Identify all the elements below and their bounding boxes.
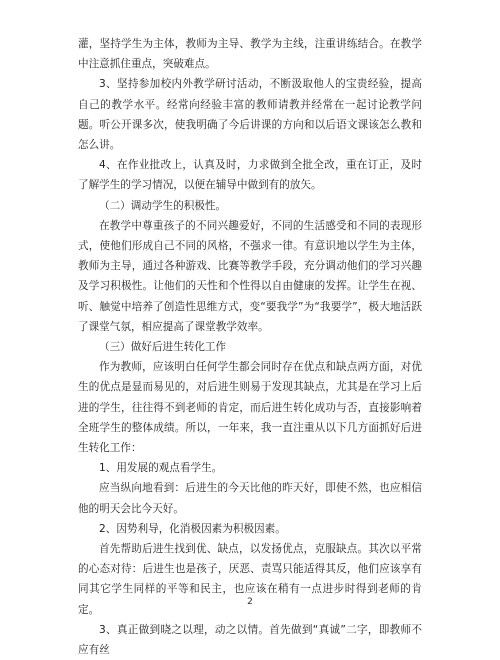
point-1-body: 应当纵向地看到：后进生的今天比他的昨天好，即使不然，也应相信他的明天会比今天好。 — [78, 482, 422, 515]
paragraph-item-4: 4、在作业批改上，认真及时，力求做到全批全改，重在订正，及时了解学生的学习情况，以便在辅导中做到有的放矢。 — [78, 159, 422, 192]
section-heading-2: （二）调动学生的积极性。 — [99, 199, 227, 212]
point-1-heading: 1、用发展的观点看学生。 — [99, 462, 223, 475]
paragraph-weak-students: 作为教师，应该明白任何学生都会同时存在优点和缺点两方面，对优生的优点是显而易见的，对后进生则易于发现其缺点，尤其是在学习上后进的学生，往往得不到老师的肯定，而后进生转化成功与否，直接影响着全班学生的整体成绩。所以，一年来，我一直注重从以下几方面抓好后进生转化工作： — [78, 361, 422, 455]
point-3-heading: 3、真正做到晓之以理，动之以情。首先做到“真诚”二字，即教师不应有丝 — [78, 623, 422, 657]
paragraph-motivation: 在教学中尊重孩子的不同兴趣爱好，不同的生活感受和不同的表现形式，使他们形成自己不同的风格，不强求一律。有意识地以学生为主体，教师为主导，通过各种游戏、比赛等教学手段，充分调动他们的学习兴趣及学习积极性。让他们的天性和个性得以自由健康的发挥。让学生在视、听、触觉中培养了创造性思维方式，变“要我学”为“我要学”，极大地活跃了课堂气氛，相应提高了课堂教学效率。 — [78, 219, 422, 333]
body-text — [78, 34, 422, 660]
section-heading-3: （三）做好后进生转化工作 — [99, 341, 227, 354]
page-number: 2 — [247, 597, 253, 607]
point-2-body: 首先帮助后进生找到优、缺点，以发扬优点，克服缺点。其次以平常的心态对待：后进生也是孩子，厌恶、责骂只能适得其反，他们应该享有同其它学生同样的平等和民主，也应该在稍有一点进步时得到老师的肯定。 — [78, 543, 422, 616]
paragraph-continuation: 灌，坚持学生为主体，教师为主导、教学为主线，注重讲练结合。在教学中注意抓住重点，突破难点。 — [78, 38, 422, 71]
paragraph-item-3: 3、坚持参加校内外教学研讨活动，不断汲取他人的宝贵经验，提高自己的教学水平。经常向经验丰富的教师请教并经常在一起讨论教学问题。听公开课多次，使我明确了今后讲课的方向和以后语文课该怎么教和怎么讲。 — [78, 78, 422, 152]
point-2-heading: 2、因势利导，化消极因素为积极因素。 — [99, 522, 286, 535]
